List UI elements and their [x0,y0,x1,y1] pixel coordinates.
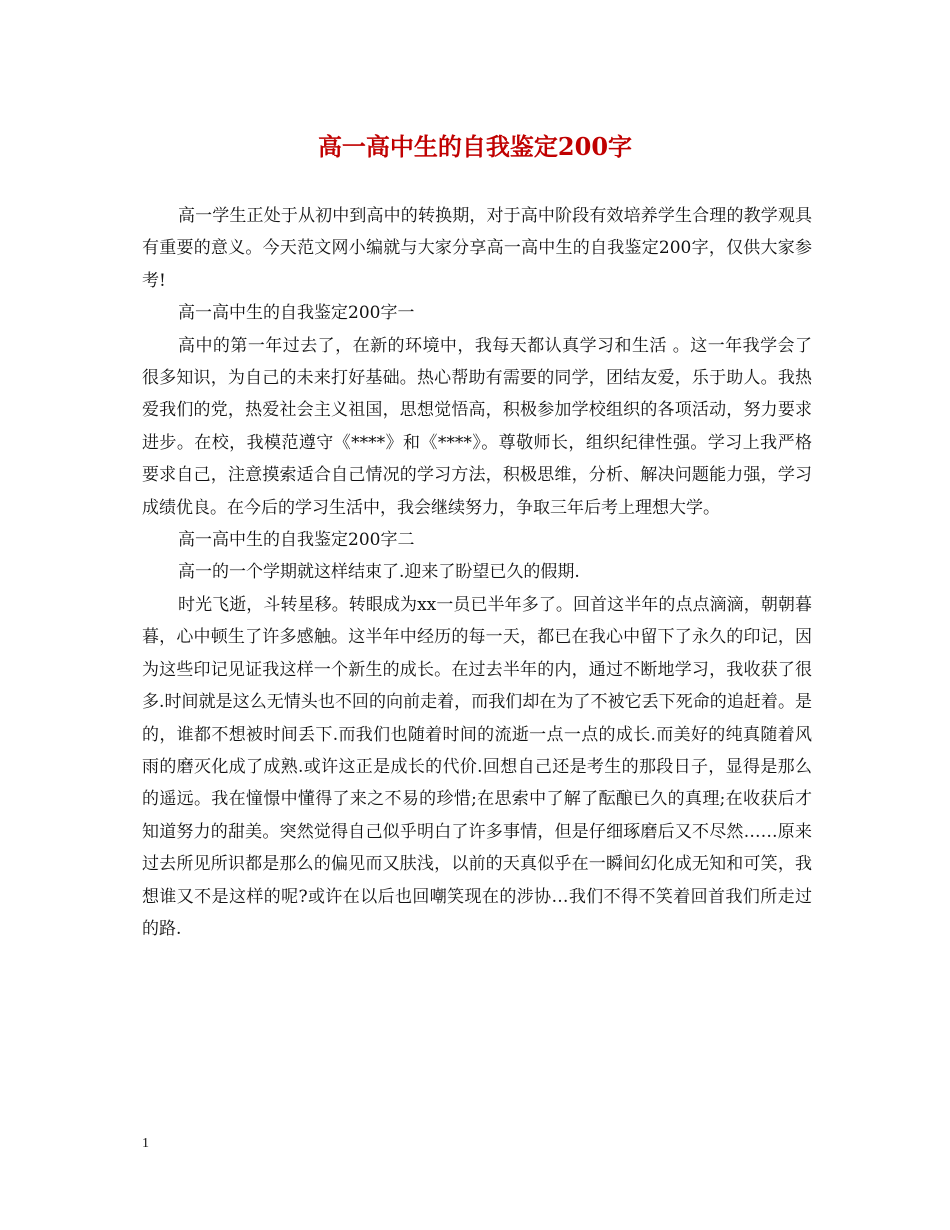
intro-paragraph: 高一学生正处于从初中到高中的转换期，对于高中阶段有效培养学生合理的教学观具有重要的意义。今天范文网小编就与大家分享高一高中生的自我鉴定200字，仅供大家参考! [142,206,812,291]
document-body [142,200,812,945]
body-paragraph: 高中的第一年过去了，在新的环境中，我每天都认真学习和生活 。这一年我学会了很多知识，为自己的未来打好基础。热心帮助有需要的同学，团结友爱，乐于助人。我热爱我们的党，热爱社会主义祖国，思想觉悟高，积极参加学校组织的各项活动，努力要求进步。在校，我模范遵守《****》和《****》。尊敬师长，组织纪律性强。学习上我严格要求自己，注意摸索适合自己情况的学习方法，积极思维，分析、解决问题能力强，学习成绩优良。在今后的学习生活中，我会继续努力，争取三年后考上理想大学。 [142,335,812,518]
section-heading-1: 高一高中生的自我鉴定200字一 [178,303,415,324]
page-number: 1 [142,1136,149,1151]
body-paragraph: 高一的一个学期就这样结束了.迎来了盼望已久的假期. [178,562,580,583]
document-title: 高一高中生的自我鉴定200字 [317,132,633,161]
body-paragraph: 时光飞逝，斗转星移。转眼成为xx一员已半年多了。回首这半年的点点滴滴，朝朝暮暮，心中顿生了许多感触。这半年中经历的每一天，都已在我心中留下了永久的印记，因为这些印记见证我这样一个新生的成长。在过去半年的内，通过不断地学习，我收获了很多.时间就是这么无情头也不回的向前走着，而我们却在为了不被它丢下死命的追赶着。是的，谁都不想被时间丢下.而我们也随着时间的流逝一点一点的成长.而美好的纯真随着风雨的磨灭化成了成熟.或许这正是成长的代价.回想自己还是考生的那段日子，显得是那么的遥远。我在憧憬中懂得了来之不易的珍惜;在思索中了解了酝酿已久的真理;在收获后才知道努力的甜美。突然觉得自己似乎明白了许多事情，但是仔细琢磨后又不尽然……原来过去所见所识都是那么的偏见而又肤浅，以前的天真似乎在一瞬间幻化成无知和可笑，我想谁又不是这样的呢?或许在以后也回嘲笑现在的涉协…我们不得不笑着回首我们所走过的路. [142,594,812,939]
section-heading-2: 高一高中生的自我鉴定200字二 [178,530,415,551]
